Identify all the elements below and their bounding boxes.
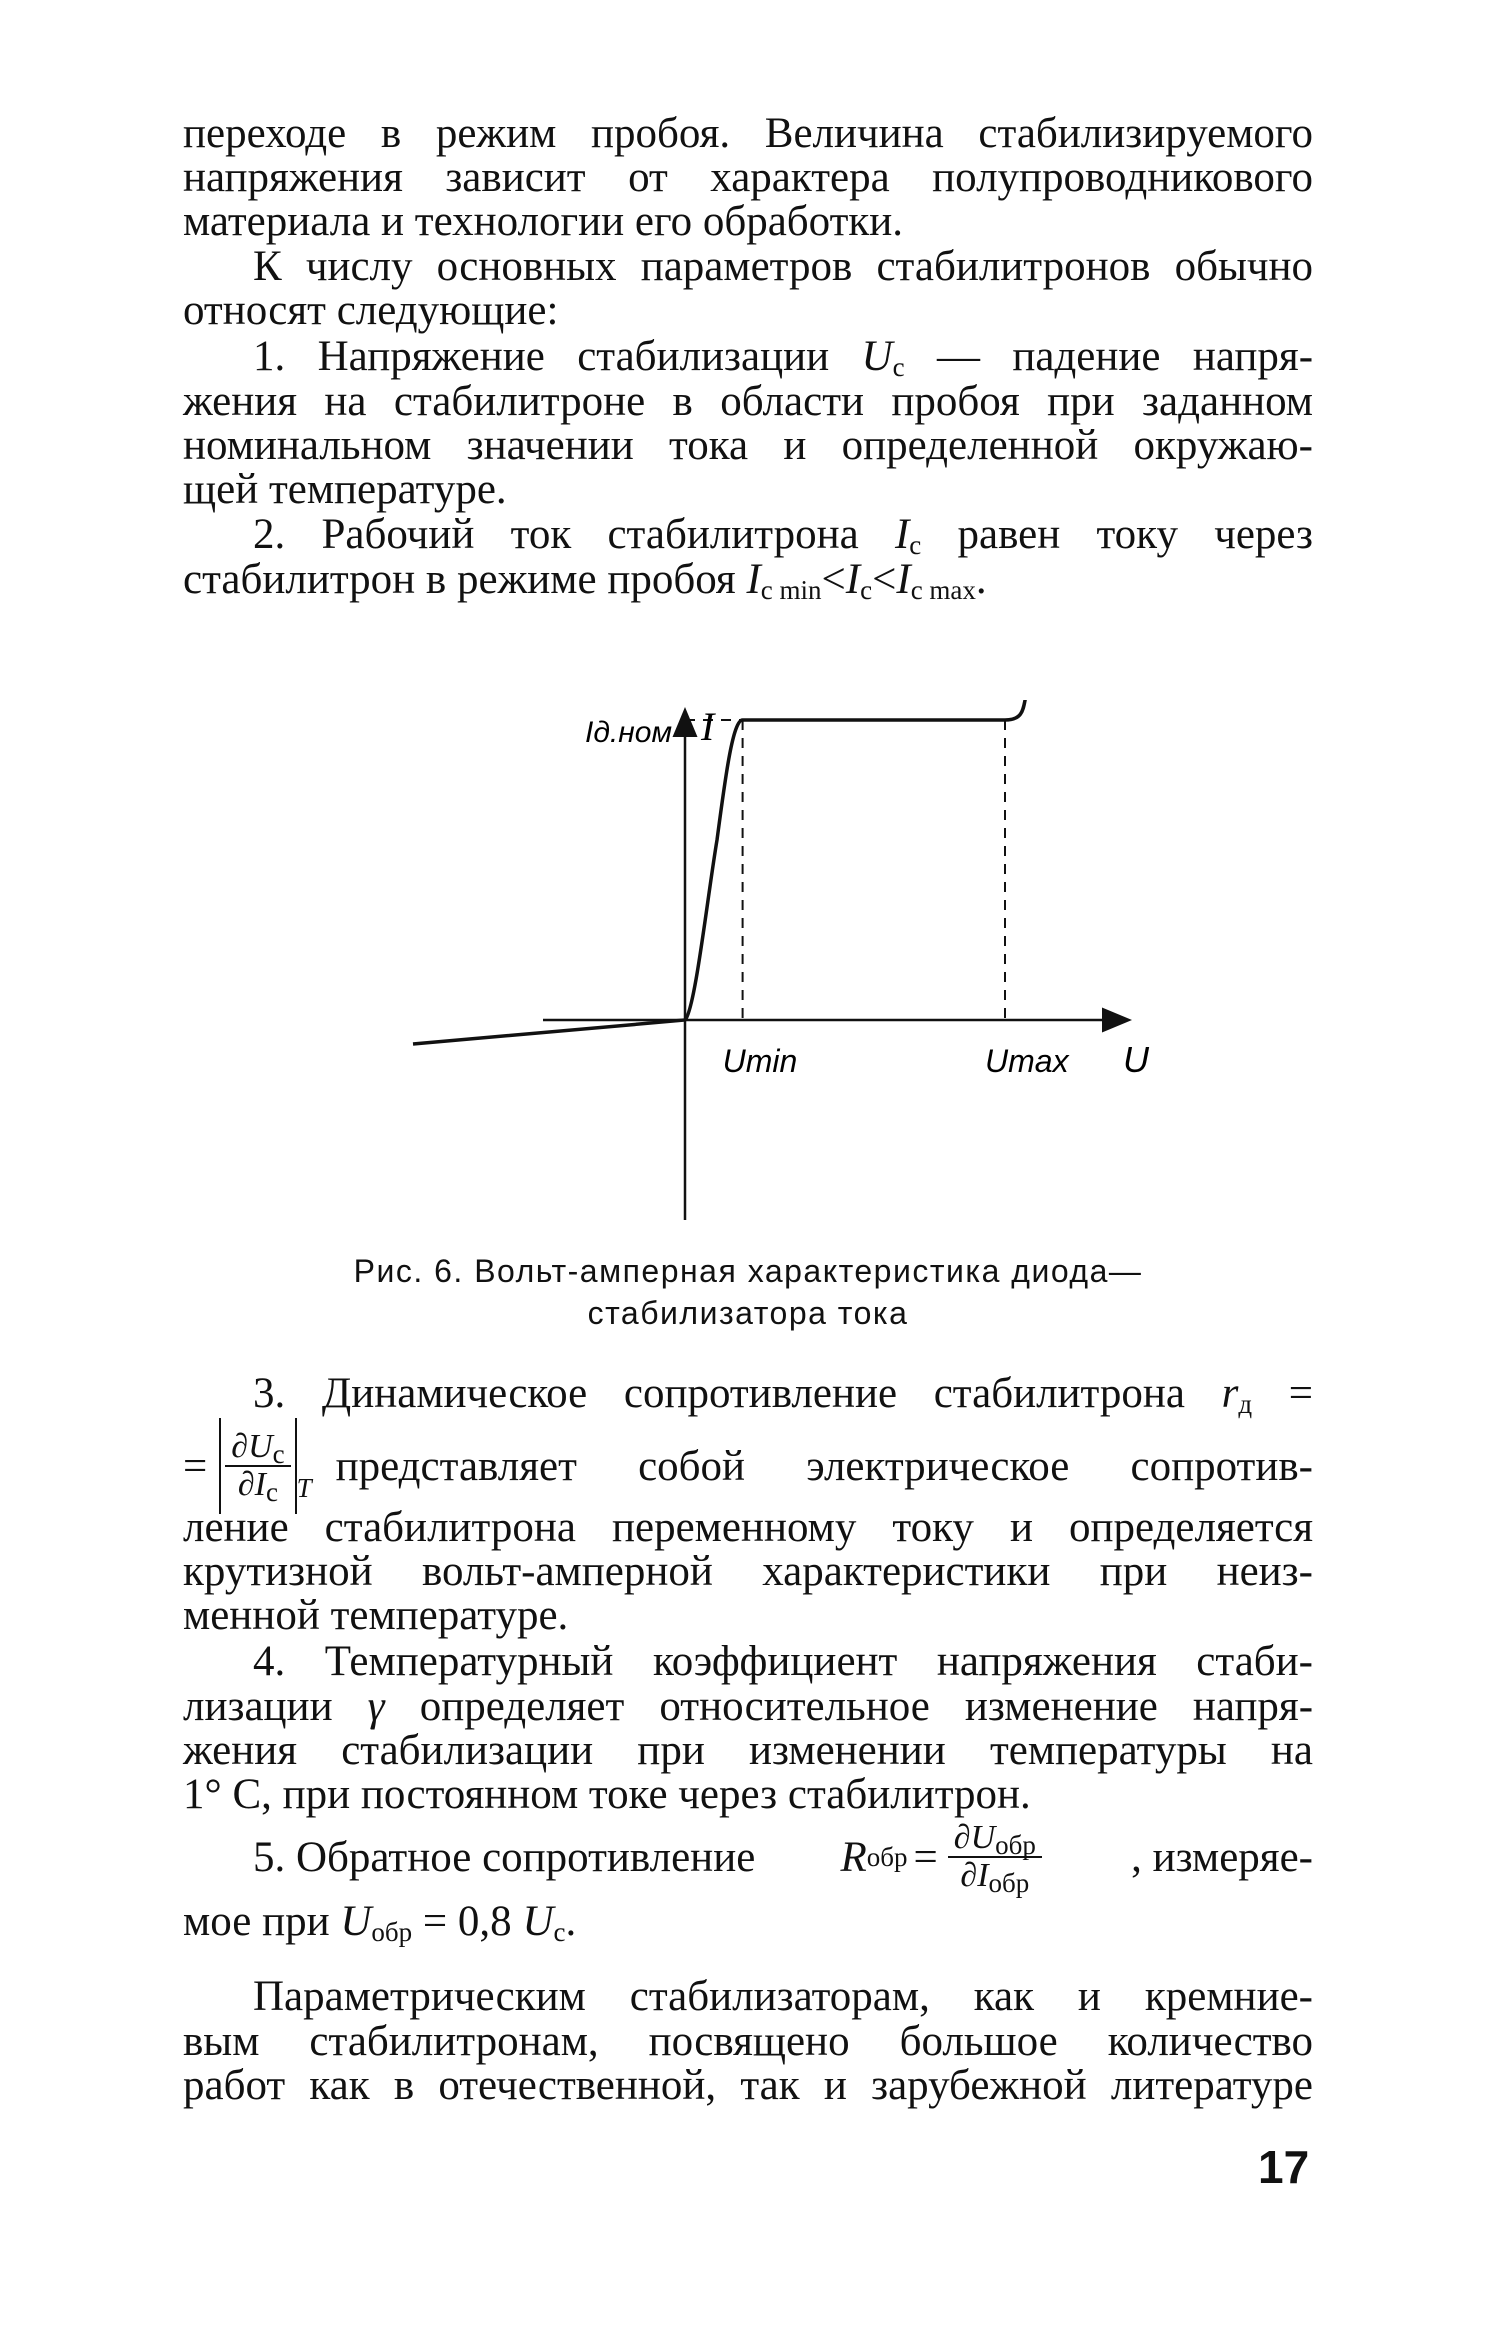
item2-cond-symbol1: I xyxy=(746,556,761,603)
item1-line2: жения на стабилитроне в области пробоя при заданном xyxy=(183,378,1313,425)
item5-pre: 5. Обратное сопротивление xyxy=(253,1833,756,1881)
item3-pre: 3. Динамическое сопротивление стабилитрона xyxy=(253,1370,1185,1417)
x-marker-label-2: Umax xyxy=(985,1043,1069,1079)
item5-post: , измеряе- xyxy=(1131,1833,1313,1881)
item4-line1: 4. Температурный коэффициент напряжения стаби- xyxy=(253,1638,1313,1685)
item5-line2-pre: мое при xyxy=(183,1898,330,1945)
item5-frac-den-sub: обр xyxy=(988,1868,1030,1898)
item3-line4: крутизной вольт-амперной характеристики при неиз- xyxy=(183,1548,1313,1595)
item2-cond-symbol3: I xyxy=(896,556,911,603)
item5-frac-num-sym: ∂U xyxy=(953,1819,996,1856)
item5-frac-num-sub: обр xyxy=(995,1830,1036,1860)
item3-frac-num-sub: с xyxy=(272,1439,285,1469)
item3-post: представляет собой электрическое сопротив- xyxy=(335,1442,1313,1490)
series-curve xyxy=(413,700,1085,1044)
paragraph-intro-line1: переходе в режим пробоя. Величина стабилизируемого xyxy=(183,110,1313,157)
item2-cond-sub2: с xyxy=(860,575,873,605)
item5-line2 xyxy=(183,1900,1313,1945)
item1-post: — падение напря- xyxy=(936,333,1314,380)
item2-cond-sub3: с max xyxy=(910,575,976,605)
item3-line5: менной температуре. xyxy=(183,1592,569,1639)
item1-line4: щей температуре. xyxy=(183,466,507,513)
final-para-line2: вым стабилитронам, посвящено большое количество xyxy=(183,2018,1313,2065)
item5-line2-eq: = 0,8 xyxy=(422,1898,512,1945)
figure-caption-line2: стабилизатора тока xyxy=(587,1295,909,1331)
item5-line1 xyxy=(253,1812,1313,1902)
item3-frac-num xyxy=(225,1429,290,1467)
item3-fraction xyxy=(225,1428,290,1507)
item1-line1 xyxy=(183,335,1313,380)
item5-formula: R обр = $\frac{\partial U_{обр}}{\partial I_{обр}}$ xyxy=(841,1820,1046,1894)
item3-formula-line xyxy=(183,1418,1313,1514)
item3-subscript: д xyxy=(1238,1389,1253,1419)
figure-caption-line1: Рис. 6. Вольт-амперная характеристика диода— xyxy=(353,1253,1143,1289)
item5-frac-den xyxy=(948,1857,1042,1898)
item3-symbol: r xyxy=(1221,1370,1239,1417)
item1-line3: номинальном значении тока и определенной окружаю- xyxy=(183,422,1313,469)
x-axis-label: U xyxy=(1123,1039,1149,1080)
paragraph-intro-line3: материала и технологии его обработки. xyxy=(183,198,904,245)
item5-frac-num xyxy=(948,1820,1042,1858)
item3-frac-den xyxy=(225,1466,290,1507)
item2-post: равен току через xyxy=(957,511,1313,558)
item5-line2-end: . xyxy=(565,1898,577,1945)
item5-line2-symbol: U xyxy=(340,1898,372,1945)
item3-frac-den-sub: с xyxy=(266,1477,278,1507)
item5-frac-den-sym: ∂I xyxy=(960,1857,989,1894)
item5-line2-sub2: с xyxy=(553,1917,566,1947)
item2-pre: 2. Рабочий ток стабилитрона xyxy=(253,511,859,558)
item3-frac-num-sym: ∂U xyxy=(231,1428,273,1465)
item1-pre: 1. Напряжение стабилизации xyxy=(253,333,830,380)
final-para-line1: Параметрическим стабилизаторам, как и кремние- xyxy=(253,1973,1313,2020)
paragraph-params-line1: К числу основных параметров стабилитронов обычно xyxy=(253,243,1313,290)
item2-line2 xyxy=(183,558,1313,603)
item4-line2-post: определяет относительное изменение напря- xyxy=(419,1683,1314,1730)
volt-ampere-chart xyxy=(230,700,1280,1220)
item2-cond-end: . xyxy=(975,556,987,603)
paragraph-params-line2: относят следующие: xyxy=(183,287,559,334)
abs-bar-left xyxy=(219,1418,221,1514)
item3-eq2: = xyxy=(183,1442,208,1490)
x-marker-label-1: Umin xyxy=(722,1043,798,1079)
item1-symbol: U xyxy=(861,333,893,380)
item4-line2 xyxy=(183,1685,1313,1730)
item2-line1 xyxy=(183,513,1313,558)
item3-line3: ление стабилитрона переменному току и определяется xyxy=(183,1504,1313,1551)
item2-line2-text: стабилитрон в режиме пробоя xyxy=(183,556,736,603)
final-para-line3: работ как в отечественной, так и зарубежной литературе xyxy=(183,2062,1313,2109)
y-axis-label: I xyxy=(701,704,715,749)
item2-cond-lt1: < xyxy=(821,556,846,603)
item2-symbol: I xyxy=(894,511,910,558)
paragraph-intro-line2: напряжения зависит от характера полупроводникового xyxy=(183,154,1313,201)
item3-frac-cond: T xyxy=(296,1473,312,1503)
item2-cond-lt2: < xyxy=(872,556,897,603)
item4-gamma: γ xyxy=(367,1683,385,1730)
item4-line4: 1° С, при постоянном токе через стабилитрон. xyxy=(183,1771,1031,1818)
item2-cond-sub1: с min xyxy=(760,575,822,605)
item3-eq: = xyxy=(1288,1370,1314,1417)
item5-line2-symbol2: U xyxy=(522,1898,554,1945)
item4-line3: жения стабилизации при изменении температуры на xyxy=(183,1727,1313,1774)
level-label: Iд.ном xyxy=(585,716,673,749)
item1-subscript: с xyxy=(892,352,905,382)
item2-cond-symbol2: I xyxy=(845,556,861,603)
item5-fraction xyxy=(948,1819,1042,1898)
item3-frac-den-sym: ∂I xyxy=(237,1466,266,1503)
item2-subscript: с xyxy=(909,530,922,560)
item5-symbol: R xyxy=(840,1833,867,1881)
page-number: 17 xyxy=(1258,2141,1310,2193)
item5-eq: = xyxy=(913,1833,938,1881)
item3-line1 xyxy=(183,1372,1313,1417)
item5-line2-sub: обр xyxy=(371,1917,413,1947)
item4-line2-pre: лизации xyxy=(183,1683,333,1730)
